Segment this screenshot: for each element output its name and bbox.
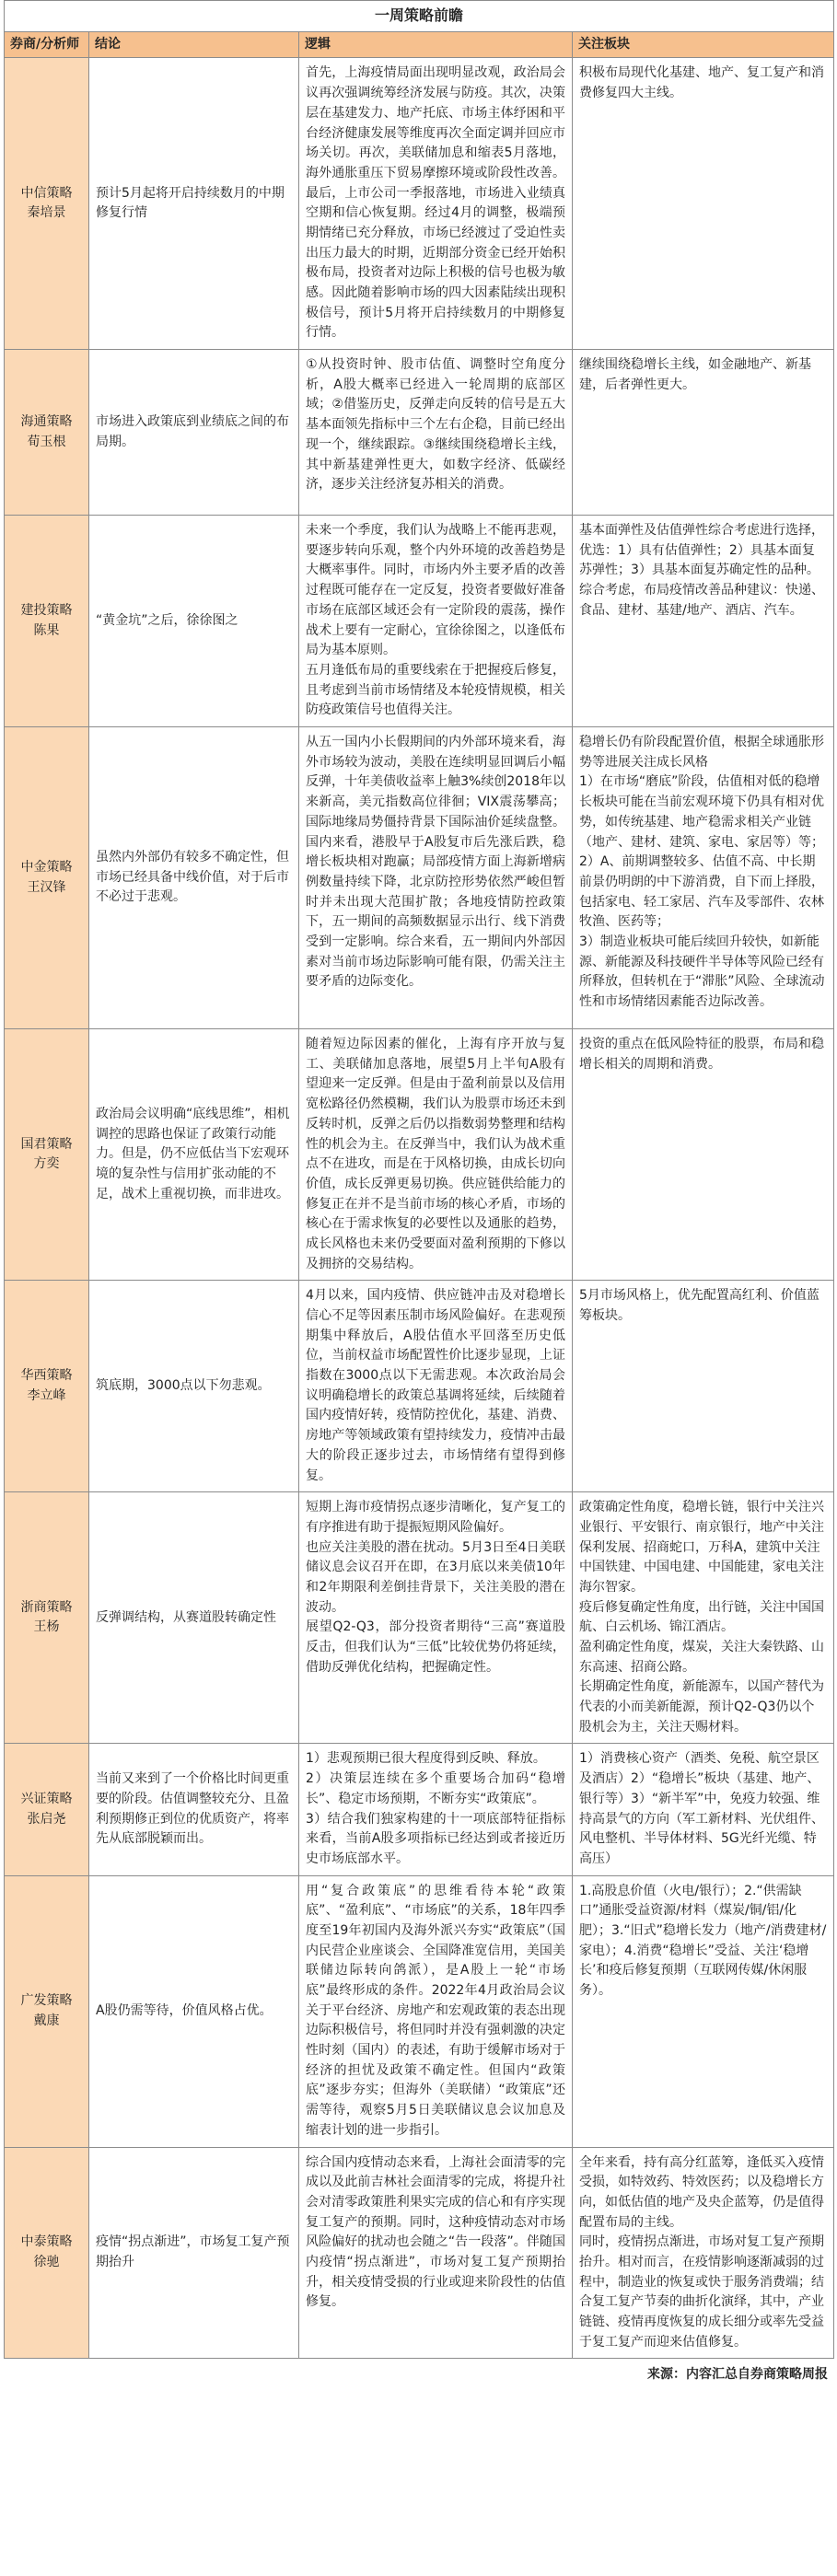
focus-cell: 积极布局现代化基建、地产、复工复产和消费修复四大主线。 (573, 58, 834, 350)
focus-cell: 1）消费核心资产（酒类、免税、航空景区及酒店）2）“稳增长”板块（基建、地产、银行等）3）“新半军”中，免疫力较强、维持高景气的方向（军工新材料、光伏组件、风电整机、半导体材料、5G光纤光缆、特高压） (573, 1744, 834, 1875)
logic-cell: ①从投资时钟、股市估值、调整时空角度分析，A股大概率已经进入一轮周期的底部区域；②借鉴历史，反弹走向反转的信号是五大基本面领先指标中三个左右企稳，目前已经出现一个，继续跟踪。③继续围绕稳增长主线，其中新基建弹性更大，如数字经济、低碳经济，逐步关注经济复苏相关的消费。 (299, 350, 573, 516)
table-row (5, 1744, 834, 1875)
conclusion-cell: 当前又来到了一个价格比时间更重要的阶段。估值调整较充分、且盈利预期修正到位的优质资产，将率先从底部脱颖而出。 (89, 1744, 299, 1875)
strategy-table (4, 0, 834, 2359)
focus-cell: 投资的重点在低风险特征的股票，布局和稳增长相关的周期和消费。 (573, 1029, 834, 1281)
conclusion-cell: A股仍需等待，价值风格占优。 (89, 1875, 299, 2147)
broker-cell: 广发策略 戴康 (5, 1875, 89, 2147)
focus-cell: 稳增长仍有阶段配置价值，根据全球通胀形势等进展关注成长风格 1）在市场“磨底”阶段，估值相对低的稳增长板块可能在当前宏观环境下仍具有相对优势，如传统基建、地产稳需求相关产业链（地产、建材、建筑、家电、家居等）等； 2）A、前期调整较多、估值不高、中长期前景仍明朗的中下游消费，自下而上择股，包括家电、轻工家居、汽车及零部件、农林牧渔、医药等； 3）制造业板块可能后续回升较快，如新能源、新能源及科技硬件半导体等风险已经有所释放，但转机在于“滞胀”风险、全球流动性和市场情绪因素能否边际改善。 (573, 727, 834, 1029)
table-row (5, 1875, 834, 2147)
broker-cell: 中金策略 王汉锋 (5, 727, 89, 1029)
focus-cell: 5月市场风格上，优先配置高红利、价值蓝筹板块。 (573, 1281, 834, 1492)
table-title-row (5, 1, 834, 32)
logic-cell: 未来一个季度，我们认为战略上不能再悲观，要逐步转向乐观，整个内外环境的改善趋势是大概率事件。同时，市场内外主要矛盾的改善过程既可能存在一定反复，投资者要做好准备市场在底部区域还会有一定阶段的震荡，操作战术上要有一定耐心，宜徐徐图之，以逢低布局为基本原则。 五月逢低布局的重要线索在于把握疫后修复，且考虑到当前市场情绪及本轮疫情规模，相关防疫政策信号也值得关注。 (299, 516, 573, 727)
table-row (5, 350, 834, 516)
broker-cell: 建投策略 陈果 (5, 516, 89, 727)
table-row (5, 58, 834, 350)
conclusion-cell: 预计5月起将开启持续数月的中期修复行情 (89, 58, 299, 350)
logic-cell: 综合国内疫情动态来看，上海社会面清零的完成以及此前吉林社会面清零的完成，将提升社会对清零政策胜利果实完成的信心和有序实现复工复产的预期。同时，这种疫情动态对市场风险偏好的扰动也会随之“告一段落”。伴随国内疫情“拐点渐进”，市场对复工复产预期抬升，相关疫情受损的行业或迎来阶段性的估值修复。 (299, 2147, 573, 2359)
logic-cell: 1）悲观预期已很大程度得到反映、释放。 2）决策层连续在多个重要场合加码“稳增长”、稳定市场预期，不断夯实“政策底”。 3）结合我们独家构建的十一项底部特征指标来看，当前A股多项指标已经达到或者接近历史市场底部水平。 (299, 1744, 573, 1875)
focus-cell: 继续围绕稳增长主线，如金融地产、新基建，后者弹性更大。 (573, 350, 834, 516)
table-row (5, 727, 834, 1029)
focus-cell: 全年来看，持有高分红蓝筹，逢低买入疫情受损，如特效药、特效医药；以及稳增长方向，如低估值的地产及央企蓝筹，仍是值得配置布局的主线。 同时，疫情拐点渐进，市场对复工复产预期抬升。相对而言，在疫情影响逐渐减弱的过程中，制造业的恢复或快于服务消费端；结合复工复产节奏的曲折化演绎，其中，产业链链、疫情再度恢复的成长细分或率先受益于复工复产而迎来估值修复。 (573, 2147, 834, 2359)
conclusion-cell: 市场进入政策底到业绩底之间的布局期。 (89, 350, 299, 516)
broker-cell: 中信策略 秦培景 (5, 58, 89, 350)
header-conclusion: 结论 (89, 31, 299, 58)
logic-cell: 短期上海市疫情拐点逐步清晰化，复产复工的有序推进有助于提振短期风险偏好。 也应关注美股的潜在扰动。5月3日至4日美联储议息会议召开在即，在3月底以来美债10年和2年期限利差倒挂背景下，关注美股的潜在波动。 展望Q2-Q3，部分投资者期待“三高”赛道股反击，但我们认为“三低”比较优势仍将延续，借助反弹优化结构，把握确定性。 (299, 1492, 573, 1744)
broker-cell: 浙商策略 王杨 (5, 1492, 89, 1744)
conclusion-cell: 筑底期，3000点以下勿悲观。 (89, 1281, 299, 1492)
table-row (5, 1492, 834, 1744)
conclusion-cell: 虽然内外部仍有较多不确定性，但市场已经具备中线价值，对于后市不必过于悲观。 (89, 727, 299, 1029)
table-header-row (5, 31, 834, 58)
broker-cell: 兴证策略 张启尧 (5, 1744, 89, 1875)
header-broker: 券商/分析师 (5, 31, 89, 58)
broker-cell: 华西策略 李立峰 (5, 1281, 89, 1492)
conclusion-cell: 反弹调结构，从赛道股转确定性 (89, 1492, 299, 1744)
logic-cell: 从五一国内小长假期间的内外部环境来看，海外市场较为波动，美股在连续明显回调后小幅反弹，十年美债收益率上触3%续创2018年以来新高，美元指数高位徘徊；VIX震荡攀高；国际地缘局势僵持背景下国际油价延续盘整。国内来看，港股早于A股复市后先涨后跌，稳增长板块相对跑赢；局部疫情方面上海新增病例数量持续下降，北京防控形势依然严峻但暂时并未出现大范围扩散；各地疫情防控政策下，五一期间的高频数据显示出行、线下消费受到一定影响。综合来看，五一期间内外部因素对当前市场边际影响可能有限，仍需关注主要矛盾的边际变化。 (299, 727, 573, 1029)
table-row (5, 2147, 834, 2359)
report-container (4, 0, 833, 2385)
conclusion-cell: “黄金坑”之后，徐徐图之 (89, 516, 299, 727)
table-body (5, 58, 834, 2359)
broker-cell: 中泰策略 徐驰 (5, 2147, 89, 2359)
header-logic: 逻辑 (299, 31, 573, 58)
logic-cell: 4月以来，国内疫情、供应链冲击及对稳增长信心不足等因素压制市场风险偏好。在悲观预期集中释放后，A股估值水平回落至历史低位，当前权益市场配置性价比逐步显现，上证指数在3000点以下无需悲观。本次政治局会议明确稳增长的政策总基调将延续，后续随着国内疫情好转，疫情防控优化，基建、消费、房地产等领域政策有望持续发力，疫情冲击最大的阶段正逐步过去，市场情绪有望得到修复。 (299, 1281, 573, 1492)
conclusion-cell: 政治局会议明确“底线思维”，相机调控的思路也保证了政策行动能力。但是，仍不应低估当下宏观环境的复杂性与信用扩张动能的不足，战术上重视切换，而非进攻。 (89, 1029, 299, 1281)
broker-cell: 国君策略 方奕 (5, 1029, 89, 1281)
logic-cell: 用“复合政策底”的思维看待本轮“政策底”、“盈利底”、“市场底”的关系，18年四季度至19年初国内及海外派兴夯实“政策底”（国内民营企业座谈会、全国降准宽信用，美国美联储边际转向鸽派），是A股上一轮“市场底”最终形成的条件。2022年4月政治局会议关于平台经济、房地产和宏观政策的表态出现边际积极信号，将但同时并没有强刺激的决定性时刻（国内）的表述，有助于缓解市场对于经济的担忧及政策不确定性。但国内“政策底”逐步夯实；但海外（美联储）“政策底”还需等待，观察5月5日美联储议息会议加息及缩表计划的进一步指引。 (299, 1875, 573, 2147)
table-row (5, 1281, 834, 1492)
logic-cell: 首先，上海疫情局面出现明显改观，政治局会议再次强调统筹经济发展与防疫。其次，决策层在基建发力、地产托底、市场主体纾困和平台经济健康发展等维度再次全面定调并回应市场关切。再次，美联储加息和缩表5月落地，海外通胀重压下贸易摩擦环境或阶段性改善。最后，上市公司一季报落地，市场进入业绩真空期和信心恢复期。经过4月的调整，极端预期情绪已充分释放，市场已经渡过了受迫性卖出压力最大的时期，近期部分资金已经开始积极布局，投资者对边际上积极的信号也极为敏感。因此随着影响市场的四大因素陆续出现积极信号，预计5月将开启持续数月的中期修复行情。 (299, 58, 573, 350)
source-note: 来源：内容汇总自券商策略周报 (647, 2367, 828, 2383)
conclusion-cell: 疫情“拐点渐进”，市场复工复产预期抬升 (89, 2147, 299, 2359)
table-row (5, 516, 834, 727)
header-focus: 关注板块 (573, 31, 834, 58)
table-row (5, 1029, 834, 1281)
broker-cell: 海通策略 荀玉根 (5, 350, 89, 516)
table-title: 一周策略前瞻 (5, 1, 834, 32)
focus-cell: 1.高股息价值（火电/银行）；2.“供需缺口”通胀受益资源/材料（煤炭/铜/铝/化肥）；3.“旧式”稳增长发力（地产/消费建材/家电）；4.消费“稳增长”受益、关注‘稳增长’和疫后修复预期（互联网传媒/休闲服务）。 (573, 1875, 834, 2147)
focus-cell: 政策确定性角度，稳增长链，银行中关注兴业银行、平安银行、南京银行，地产中关注保利发展、招商蛇口，万科A，建筑中关注中国铁建、中国电建、中国能建，家电关注海尔智家。 疫后修复确定性角度，出行链，关注中国国航、白云机场、锦江酒店。 盈利确定性角度，煤炭，关注大秦铁路、山东高速、招商公路。 长期确定性角度，新能源车，以国产替代为代表的小而美新能源，预计Q2-Q3仍以个股机会为主，关注天赐材料。 (573, 1492, 834, 1744)
logic-cell: 随着短边际因素的催化，上海有序开放与复工、美联储加息落地，展望5月上半旬A股有望迎来一定反弹。但是由于盈利前景以及信用宽松路径仍然模糊，我们认为股票市场还未到反转时机，反弹之后仍以指数弱势整理和结构性的机会为主。在反弹当中，我们认为战术重点不在进攻，而是在于风格切换，由成长切向价值，成长反弹更易切换。供应链供给能力的修复正在并不是当前市场的核心矛盾，市场的核心在于需求恢复的必要性以及通胀的趋势，成长风格也未来仍受要面对盈利预期的下修以及拥挤的交易结构。 (299, 1029, 573, 1281)
focus-cell: 基本面弹性及估值弹性综合考虑进行选择，优选：1）具有估值弹性；2）具基本面复苏弹性；3）具基本面复苏确定性的品种。综合考虑，布局疫情改善品种建议：快递、食品、建材、基建/地产、酒店、汽车。 (573, 516, 834, 727)
